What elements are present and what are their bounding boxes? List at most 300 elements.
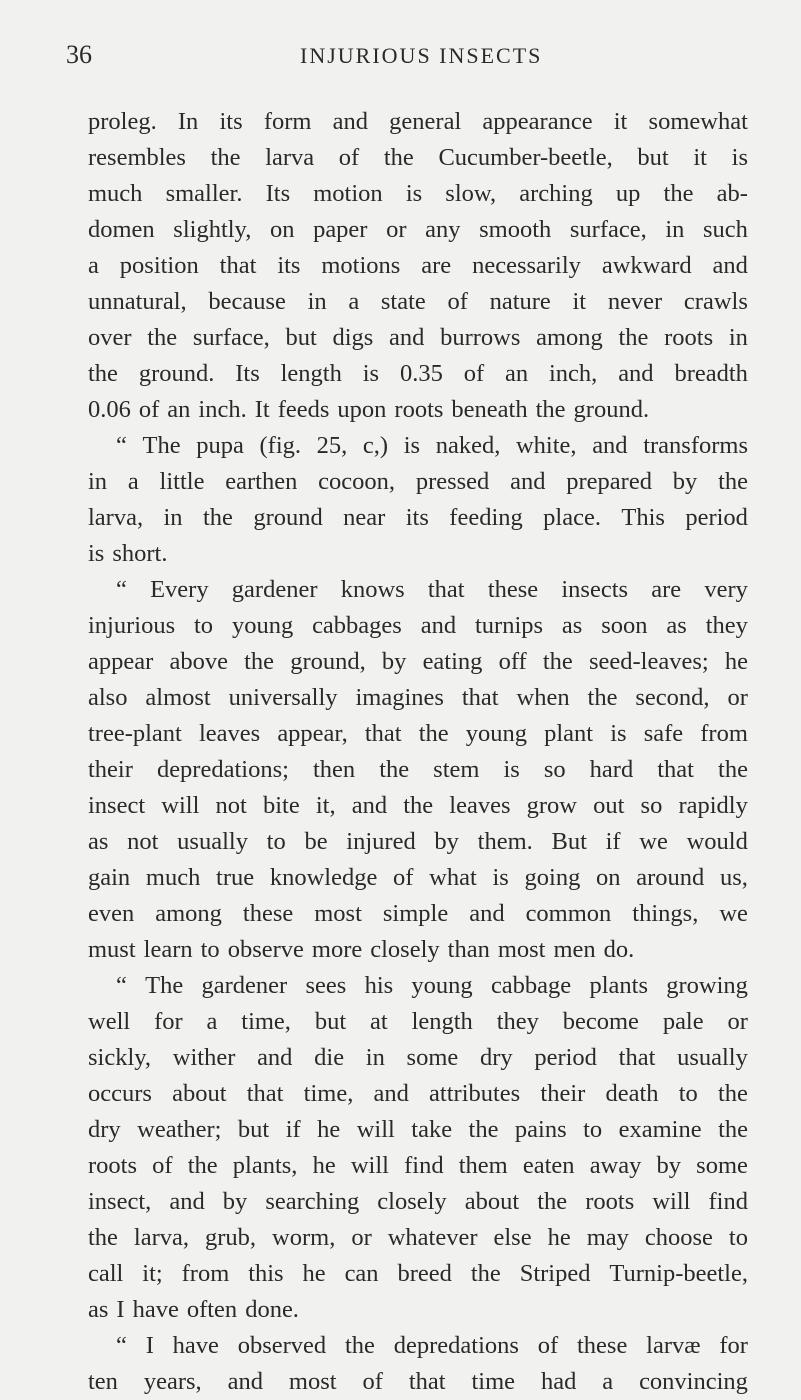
word: it — [693, 144, 707, 171]
word: appear, — [277, 720, 348, 747]
word: necessarily — [472, 252, 581, 279]
word: weather; — [137, 1116, 222, 1143]
word: turnips — [474, 612, 544, 639]
word: it — [613, 108, 628, 135]
word: upon — [337, 396, 387, 423]
word: we — [639, 828, 668, 855]
word: motions — [321, 252, 401, 279]
word: else — [493, 1224, 532, 1251]
word: must — [88, 936, 136, 963]
word: in — [665, 216, 685, 243]
word: observe — [227, 936, 304, 963]
word: time, — [303, 1080, 354, 1107]
word: they — [705, 612, 748, 639]
word: is — [492, 864, 509, 891]
word: the — [418, 720, 449, 747]
word: examine — [618, 1116, 702, 1143]
word: young — [465, 720, 528, 747]
word: leaves — [449, 792, 511, 819]
word: for — [154, 1008, 183, 1035]
word: it — [572, 288, 587, 315]
word: or — [386, 216, 407, 243]
word: their — [88, 756, 133, 783]
word: Cucumber-beetle, — [438, 144, 613, 171]
word: to — [678, 1080, 698, 1107]
word: but — [237, 1116, 270, 1143]
word: of — [537, 1332, 559, 1359]
word: place. — [543, 504, 601, 531]
word: 0.35 — [399, 360, 443, 387]
word: growing — [666, 972, 748, 999]
word: learn — [143, 936, 193, 963]
word: he — [724, 648, 748, 675]
word: but — [637, 144, 669, 171]
word: is — [88, 540, 105, 567]
text-line — [88, 680, 748, 716]
word: burrows — [440, 324, 521, 351]
word: position — [119, 252, 199, 279]
word: ground. — [138, 360, 215, 387]
word: and — [420, 612, 457, 639]
word: a — [127, 468, 139, 495]
word: by — [672, 468, 698, 495]
word: awkward — [601, 252, 692, 279]
word: from — [700, 720, 748, 747]
word: is — [503, 756, 520, 783]
word: and — [257, 1044, 293, 1071]
word: grow — [526, 792, 577, 819]
word: in — [728, 324, 748, 351]
word: in — [163, 504, 183, 531]
word: by — [381, 648, 407, 675]
text-line — [88, 644, 748, 680]
word: the — [718, 1116, 748, 1143]
word: a — [348, 288, 360, 315]
word: for — [719, 1332, 748, 1359]
word: when — [516, 684, 570, 711]
word: “ — [116, 1332, 127, 1359]
text-line — [88, 572, 748, 608]
word: a — [206, 1008, 218, 1035]
word: the — [537, 1188, 568, 1215]
text-line — [88, 140, 748, 176]
word: closely — [370, 936, 440, 963]
word: arching — [519, 180, 593, 207]
word: it, — [315, 792, 336, 819]
word: the — [88, 360, 118, 387]
word: young — [231, 612, 294, 639]
text-line — [88, 1256, 748, 1292]
word: roots — [664, 324, 714, 351]
word: do. — [603, 936, 635, 963]
word: and — [592, 432, 628, 459]
word: are — [651, 576, 682, 603]
word: pupa — [196, 432, 244, 459]
word: in — [365, 1044, 385, 1071]
word: bite — [262, 792, 300, 819]
word: the — [470, 1260, 501, 1287]
word: ground — [253, 504, 323, 531]
word: leaves — [198, 720, 261, 747]
word: and — [351, 792, 388, 819]
word: that — [461, 684, 499, 711]
text-line — [88, 788, 748, 824]
word: by — [222, 1188, 248, 1215]
word: smaller. — [165, 180, 243, 207]
word: among — [155, 900, 222, 927]
word: to — [583, 1116, 603, 1143]
word: imagines — [355, 684, 444, 711]
word: whatever — [387, 1224, 478, 1251]
word: knows — [340, 576, 405, 603]
word: most — [288, 1368, 337, 1395]
word: depredations — [393, 1332, 519, 1359]
word: these — [576, 1332, 628, 1359]
word: Its — [265, 180, 291, 207]
word: in — [307, 288, 327, 315]
word: and — [332, 108, 368, 135]
word: eaten — [522, 1152, 575, 1179]
word: second, — [635, 684, 710, 711]
word: true — [216, 864, 255, 891]
word: slow, — [445, 180, 497, 207]
text-line — [88, 392, 748, 428]
word: as — [88, 828, 109, 855]
word: injured — [346, 828, 416, 855]
word: because — [208, 288, 286, 315]
word: usually — [677, 1044, 748, 1071]
word: gain — [88, 864, 131, 891]
word: an — [167, 396, 191, 423]
word: roots — [585, 1188, 635, 1215]
text-line — [88, 896, 748, 932]
word: searching — [265, 1188, 360, 1215]
word: they — [496, 1008, 539, 1035]
word: cocoon, — [318, 468, 396, 495]
word: pains — [514, 1116, 567, 1143]
word: that — [246, 1080, 284, 1107]
word: the — [663, 180, 694, 207]
word: digs — [332, 324, 374, 351]
word: he — [317, 1116, 341, 1143]
word: most — [497, 936, 546, 963]
word: the — [202, 504, 233, 531]
word: observed — [237, 1332, 327, 1359]
word: even — [88, 900, 135, 927]
word: a — [88, 252, 99, 279]
word: we — [719, 900, 748, 927]
word: but — [285, 324, 317, 351]
word: crawls — [683, 288, 748, 315]
word: his — [364, 972, 394, 999]
word: sickly, — [88, 1044, 152, 1071]
word: universally — [228, 684, 338, 711]
word: eating — [422, 648, 483, 675]
word: of — [152, 1152, 173, 1179]
word: insect — [88, 792, 146, 819]
word: I — [145, 1332, 154, 1359]
word: to — [200, 936, 220, 963]
word: things, — [632, 900, 699, 927]
word: about — [464, 1188, 520, 1215]
word: larvæ — [646, 1332, 701, 1359]
word: more — [311, 936, 363, 963]
text-line — [88, 1184, 748, 1220]
word: done. — [245, 1296, 299, 1323]
word: period — [685, 504, 748, 531]
word: pale — [662, 1008, 704, 1035]
word: earthen — [225, 468, 298, 495]
word: to — [728, 1224, 748, 1251]
word: of — [338, 144, 360, 171]
word: period — [534, 1044, 597, 1071]
word: on — [269, 216, 295, 243]
word: find — [708, 1188, 748, 1215]
word: some — [406, 1044, 459, 1071]
word: and — [469, 900, 505, 927]
word: its — [277, 252, 301, 279]
word: that — [618, 1044, 656, 1071]
word: unnatural, — [88, 288, 187, 315]
word: the — [618, 324, 649, 351]
word: also — [88, 684, 128, 711]
word: white, — [515, 432, 577, 459]
text-line — [88, 212, 748, 248]
word: and — [712, 252, 748, 279]
word: have — [172, 1332, 219, 1359]
word: be — [304, 828, 328, 855]
word: their — [540, 1080, 586, 1107]
text-line — [88, 716, 748, 752]
word: he — [312, 1152, 336, 1179]
word: surface, — [192, 324, 270, 351]
word: them. — [477, 828, 533, 855]
text-line — [88, 1364, 748, 1400]
word: to — [194, 612, 214, 639]
word: gardener — [231, 576, 318, 603]
text-line — [88, 860, 748, 896]
word: larva — [265, 144, 315, 171]
word: insects — [561, 576, 629, 603]
word: death — [605, 1080, 659, 1107]
word: as — [88, 1296, 109, 1323]
word: occurs — [88, 1080, 152, 1107]
word: almost — [145, 684, 211, 711]
text-line — [88, 1004, 748, 1040]
word: is — [610, 720, 627, 747]
word: then — [312, 756, 356, 783]
text-line — [88, 1040, 748, 1076]
word: ab- — [716, 180, 748, 207]
word: of — [138, 396, 160, 423]
word: safe — [643, 720, 684, 747]
word: around — [636, 864, 705, 891]
word: never — [607, 288, 663, 315]
word: motion — [313, 180, 383, 207]
word: the — [383, 144, 414, 171]
word: it; — [142, 1260, 163, 1287]
word: Striped — [519, 1260, 591, 1287]
word: plant — [544, 720, 594, 747]
word: and — [227, 1368, 263, 1395]
word: (fig. — [259, 432, 302, 459]
word: wither — [172, 1044, 236, 1071]
text-line — [88, 932, 748, 968]
word: die — [314, 1044, 345, 1071]
word: dry — [88, 1116, 121, 1143]
running-title: INJURIOUS INSECTS — [300, 43, 543, 68]
text-line — [88, 1112, 748, 1148]
word: these — [487, 576, 539, 603]
word: inch, — [549, 360, 598, 387]
word: Every — [150, 576, 209, 603]
word: cabbages — [312, 612, 402, 639]
word: attributes — [429, 1080, 521, 1107]
word: short. — [112, 540, 168, 567]
word: that — [427, 576, 465, 603]
word: appearance — [482, 108, 593, 135]
word: larva, — [88, 504, 144, 531]
word: convincing — [639, 1368, 748, 1395]
word: common — [525, 900, 612, 927]
word: to — [266, 828, 286, 855]
word: dry — [479, 1044, 513, 1071]
word: roots — [394, 396, 444, 423]
word: call — [88, 1260, 124, 1287]
text-line — [88, 104, 748, 140]
word: on — [596, 864, 621, 891]
word: somewhat — [648, 108, 748, 135]
word: is — [403, 432, 421, 459]
word: breadth — [674, 360, 748, 387]
word: its — [219, 108, 243, 135]
word: This — [621, 504, 665, 531]
word: c,) — [362, 432, 389, 459]
word: But — [551, 828, 587, 855]
word: can — [344, 1260, 379, 1287]
word: general — [389, 108, 462, 135]
text-line — [88, 824, 748, 860]
text-line — [88, 1328, 748, 1364]
word: away — [589, 1152, 642, 1179]
word: seed-leaves; — [588, 648, 709, 675]
body-text — [88, 104, 748, 1400]
word: injurious — [88, 612, 176, 639]
word: not — [215, 792, 247, 819]
word: most — [314, 900, 362, 927]
word: worm, — [272, 1224, 336, 1251]
word: inch. — [198, 396, 247, 423]
word: 0.06 — [88, 396, 131, 423]
word: the — [244, 648, 275, 675]
word: or — [727, 1008, 748, 1035]
word: above — [169, 648, 228, 675]
text-line — [88, 608, 748, 644]
word: he — [547, 1224, 571, 1251]
word: had — [540, 1368, 577, 1395]
word: knowledge — [269, 864, 378, 891]
word: the — [187, 1152, 218, 1179]
word: find — [404, 1152, 444, 1179]
word: the — [147, 324, 178, 351]
word: out — [593, 792, 625, 819]
word: ten — [88, 1368, 118, 1395]
word: little — [159, 468, 205, 495]
text-line — [88, 1220, 748, 1256]
word: take — [411, 1116, 453, 1143]
word: the — [403, 792, 434, 819]
word: larva, — [133, 1224, 190, 1251]
word: is — [405, 180, 423, 207]
word: cabbage — [490, 972, 572, 999]
word: prepared — [566, 468, 652, 495]
word: hard — [589, 756, 634, 783]
word: the — [88, 1224, 118, 1251]
word: the — [718, 756, 748, 783]
word: these — [242, 900, 294, 927]
word: The — [142, 432, 181, 459]
word: appear — [88, 648, 154, 675]
word: “ — [116, 576, 127, 603]
word: state — [380, 288, 426, 315]
word: form — [263, 108, 312, 135]
word: pressed — [415, 468, 490, 495]
word: breed — [397, 1260, 452, 1287]
word: that — [657, 756, 694, 783]
word: much — [88, 180, 143, 207]
word: the — [535, 396, 566, 423]
word: the — [468, 1116, 499, 1143]
word: well — [88, 1008, 131, 1035]
word: so — [640, 792, 663, 819]
word: young — [411, 972, 473, 999]
text-line — [88, 284, 748, 320]
word: have — [132, 1296, 179, 1323]
word: if — [285, 1116, 301, 1143]
word: an — [505, 360, 529, 387]
word: some — [696, 1152, 748, 1179]
word: “ — [116, 432, 127, 459]
word: stem — [433, 756, 480, 783]
word: slightly, — [173, 216, 252, 243]
word: he — [302, 1260, 326, 1287]
text-line — [88, 752, 748, 788]
text-line — [88, 1148, 748, 1184]
word: as — [666, 612, 687, 639]
word: roots — [88, 1152, 137, 1179]
word: and — [618, 360, 654, 387]
word: the — [717, 1080, 748, 1107]
text-line — [88, 356, 748, 392]
word: paper — [313, 216, 368, 243]
word: closely — [377, 1188, 447, 1215]
word: soon — [601, 612, 648, 639]
word: of — [362, 1368, 383, 1395]
text-line — [88, 1076, 748, 1112]
word: gardener — [201, 972, 288, 999]
word: nature — [489, 288, 551, 315]
word: transforms — [643, 432, 748, 459]
word: among — [536, 324, 603, 351]
word: not — [127, 828, 159, 855]
word: smooth — [479, 216, 552, 243]
word: depredations; — [156, 756, 289, 783]
word: plants — [589, 972, 648, 999]
word: or — [727, 684, 748, 711]
word: It — [254, 396, 270, 423]
word: so — [543, 756, 566, 783]
word: grub, — [205, 1224, 257, 1251]
